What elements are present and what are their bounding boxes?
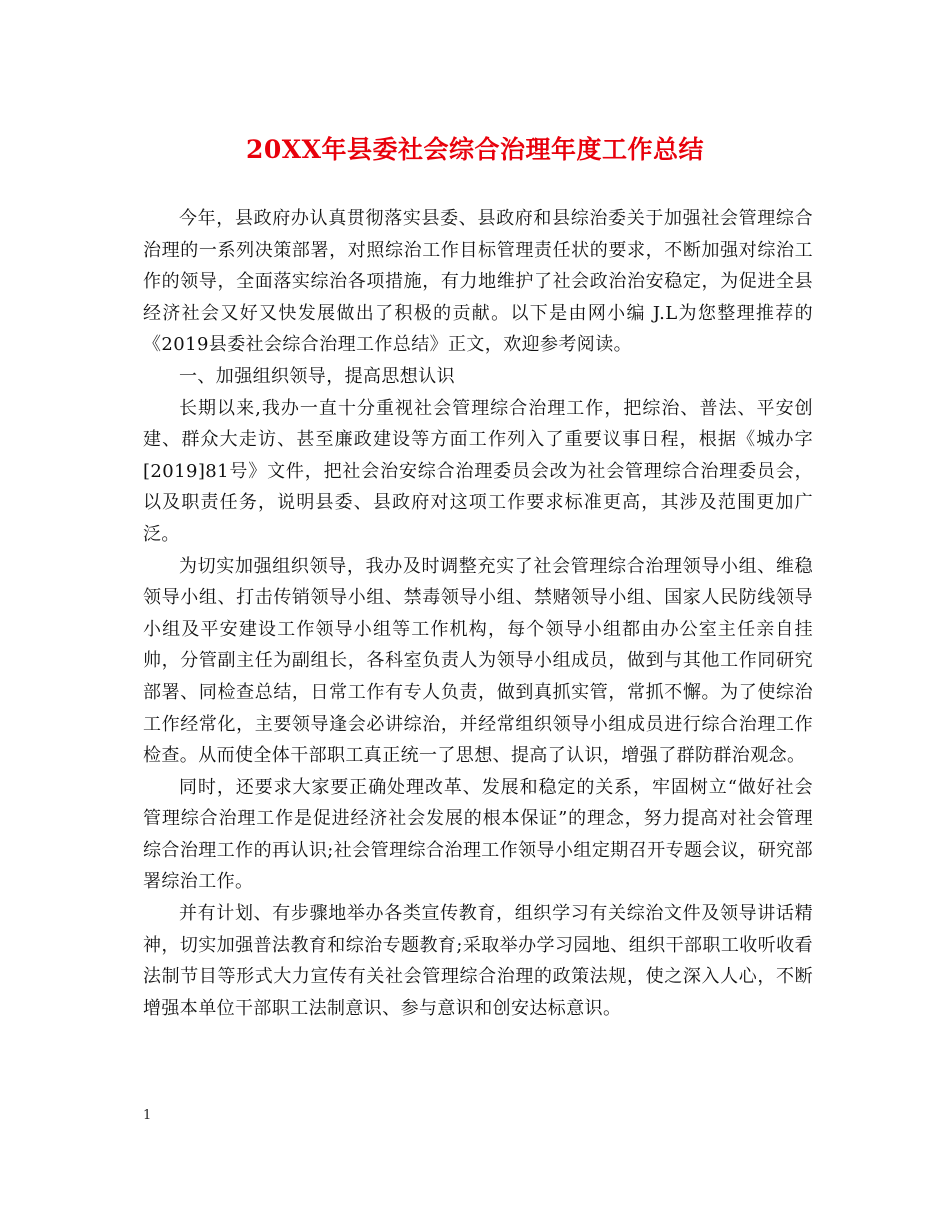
paragraph-intro: 今年，县政府办认真贯彻落实县委、县政府和县综治委关于加强社会管理综合治理的一系列决策部署，对照综治工作目标管理责任状的要求，不断加强对综治工作的领导，全面落实综治各项措施，有力地维护了社会政治治安稳定，为促进全县经济社会又好又快发展做出了积极的贡献。以下是由网小编 J.L为您整理推荐的《2019县委社会综合治理工作总结》正文，欢迎参考阅读。 <box>143 208 813 356</box>
page-number: 1 <box>143 1108 152 1123</box>
section-heading-1: 一、加强组织领导，提高思想认识 <box>179 365 455 387</box>
paragraph-3: 为切实加强组织领导，我办及时调整充实了社会管理综合治理领导小组、维稳领导小组、打击传销领导小组、禁毒领导小组、禁赌领导小组、国家人民防线领导小组及平安建设工作领导小组等工作机构，每个领导小组都由办公室主任亲自挂帅，分管副主任为副组长，各科室负责人为领导小组成员，做到与其他工作同研究部署、同检查总结，日常工作有专人负责，做到真抓实管，常抓不懈。为了使综治工作经常化，主要领导逢会必讲综治，并经常组织领导小组成员进行综合治理工作检查。从而使全体干部职工真正统一了思想、提高了认识，增强了群防群治观念。 <box>143 555 813 767</box>
document-body <box>143 203 813 1024</box>
document-title: 20XX年县委社会综合治理年度工作总结 <box>245 135 705 164</box>
paragraph-4: 同时，还要求大家要正确处理改革、发展和稳定的关系，牢固树立“做好社会管理综合治理工作是促进经济社会发展的根本保证”的理念，努力提高对社会管理综合治理工作的再认识;社会管理综合治理工作领导小组定期召开专题会议，研究部署综治工作。 <box>143 776 813 893</box>
paragraph-2: 长期以来,我办一直十分重视社会管理综合治理工作，把综治、普法、平安创建、群众大走访、甚至廉政建设等方面工作列入了重要议事日程，根据《城办字[2019]81号》文件，把社会治安综合治理委员会改为社会管理综合治理委员会，以及职责任务，说明县委、县政府对这项工作要求标准更高，其涉及范围更加广泛。 <box>143 397 813 545</box>
paragraph-5: 并有计划、有步骤地举办各类宣传教育，组织学习有关综治文件及领导讲话精神，切实加强普法教育和综治专题教育;采取举办学习园地、组织干部职工收听收看法制节目等形式大力宣传有关社会管理综合治理的政策法规，使之深入人心，不断增强本单位干部职工法制意识、参与意识和创安达标意识。 <box>143 903 813 1019</box>
